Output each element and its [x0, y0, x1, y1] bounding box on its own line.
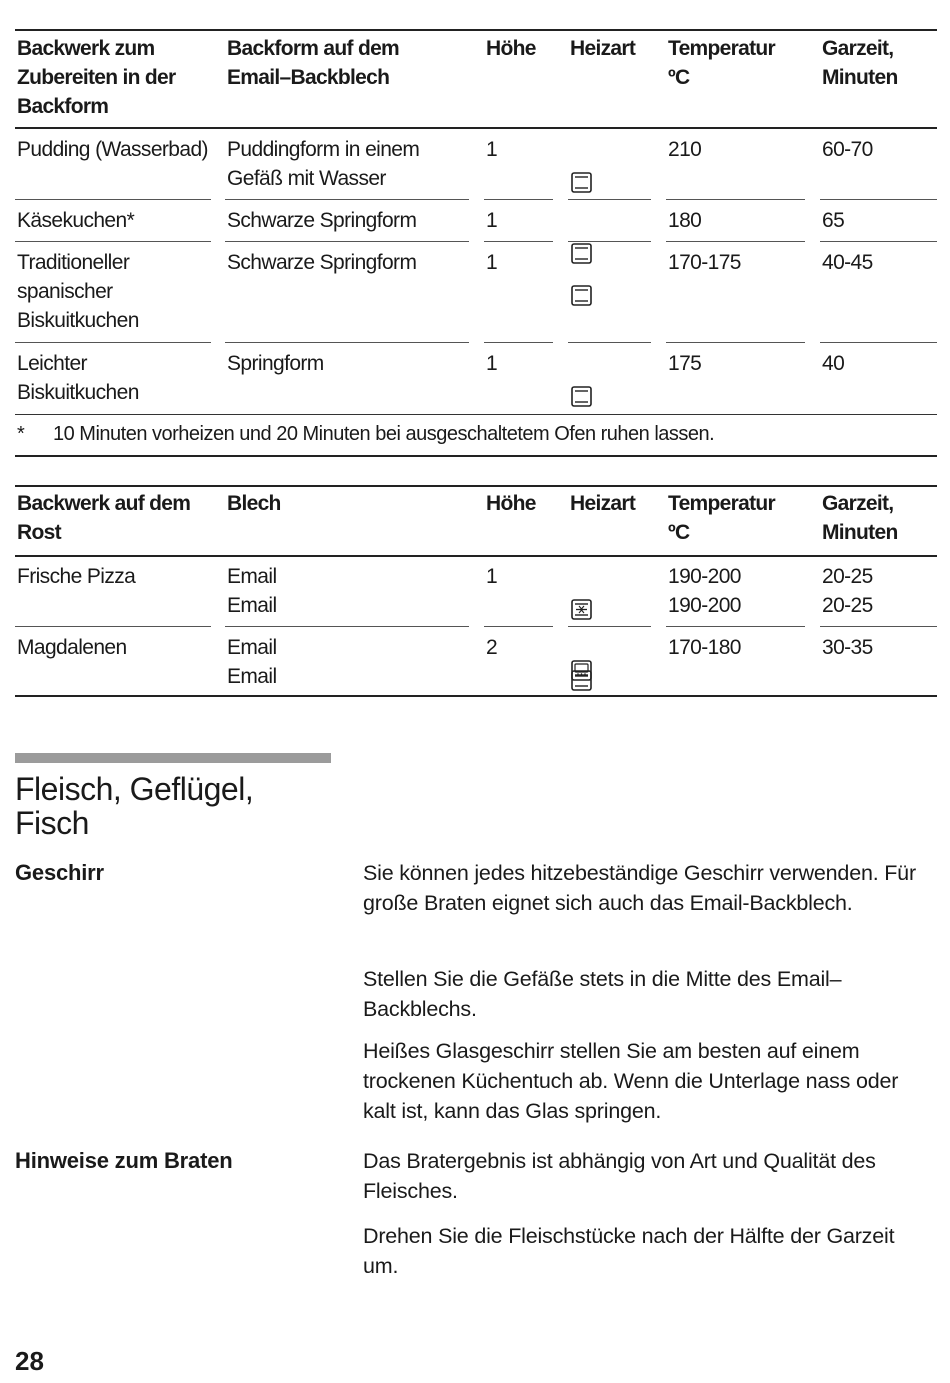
time-cell: 65 [822, 209, 845, 232]
column-header: Temperatur ºC [668, 37, 775, 89]
level-cell: 1 [486, 565, 498, 588]
column-header: Garzeit, Minuten [822, 37, 898, 89]
geschirr-paragraph: Heißes Glasgeschirr stellen Sie am besten auf einem trockenen Küchentuch ab. Wenn die Unterlage nass oder kalt ist, kann das Glas springen. [363, 1039, 899, 1123]
item-cell: Traditioneller spanischer Biskuitkuchen [17, 251, 139, 332]
geschirr-paragraph: Stellen Sie die Gefäße stets in die Mitte des Email–Backblechs. [363, 967, 842, 1021]
column-header: Backwerk auf dem Rost [17, 492, 191, 544]
column-header: Backwerk zum Zubereiten in der Backform [17, 37, 176, 118]
temperature-cell: 180 [668, 209, 702, 232]
form-cell: Schwarze Springform [227, 209, 417, 232]
temperature-cell: 170-180 [668, 636, 741, 659]
column-header: Höhe [486, 492, 536, 515]
item-cell: Leichter Biskuitkuchen [17, 352, 139, 404]
braten-label: Hinweise zum Braten [15, 1148, 233, 1173]
level-cell: 2 [486, 636, 498, 659]
braten-paragraph: Das Bratergebnis ist abhängig von Art und Qualität des Fleisches. [363, 1149, 876, 1203]
time-cell: 40-45 [822, 251, 873, 274]
baking-table-rack [15, 485, 937, 700]
column-header: Blech [227, 492, 281, 515]
time-cell: 20-25 20-25 [822, 565, 873, 617]
level-cell: 1 [486, 251, 498, 274]
footnote-mark: * [17, 423, 25, 445]
page-number: 28 [15, 1346, 44, 1376]
geschirr-paragraph: Sie können jedes hitzebeständige Geschirr verwenden. Für große Braten eignet sich auch das Email-Backblech. [363, 861, 916, 915]
geschirr-label: Geschirr [15, 860, 104, 885]
column-header: Temperatur ºC [668, 492, 775, 544]
section-divider-bar [15, 753, 331, 763]
time-cell: 60-70 [822, 138, 873, 161]
baking-table-form [15, 29, 937, 459]
form-cell: Email Email [227, 565, 277, 617]
time-cell: 40 [822, 352, 845, 375]
level-cell: 1 [486, 209, 498, 232]
footnote-text: 10 Minuten vorheizen und 20 Minuten bei ausgeschaltetem Ofen ruhen lassen. [53, 423, 715, 445]
item-cell: Frische Pizza [17, 565, 136, 588]
column-header: Garzeit, Minuten [822, 492, 898, 544]
item-cell: Käsekuchen* [17, 209, 135, 232]
level-cell: 1 [486, 352, 498, 375]
temperature-cell: 210 [668, 138, 702, 161]
temperature-cell: 175 [668, 352, 702, 375]
heat-cell [571, 352, 661, 410]
temperature-cell: 190-200 190-200 [668, 565, 741, 617]
form-cell: Schwarze Springform [227, 251, 417, 274]
heat-cell [571, 251, 661, 309]
form-cell: Springform [227, 352, 324, 375]
column-header: Heizart [570, 37, 636, 60]
top-bottom-heat-icon [571, 670, 592, 691]
item-cell: Magdalenen [17, 636, 127, 659]
braten-paragraph: Drehen Sie die Fleischstücke nach der Hälfte der Garzeit um. [363, 1224, 895, 1278]
item-cell: Pudding (Wasserbad) [17, 138, 208, 161]
top-bottom-heat-icon [571, 386, 592, 407]
hot-air-icon [571, 599, 592, 620]
form-cell: Email Email [227, 636, 277, 688]
heat-cell [571, 636, 661, 694]
heat-cell [571, 138, 661, 196]
form-cell: Puddingform in einem Gefäß mit Wasser [227, 138, 420, 190]
column-header: Backform auf dem Email–Backblech [227, 37, 400, 89]
section-title: Fleisch, Geflügel, Fisch [15, 771, 254, 841]
column-header: Heizart [570, 492, 636, 515]
column-header: Höhe [486, 37, 536, 60]
time-cell: 30-35 [822, 636, 873, 659]
top-bottom-heat-icon [571, 285, 592, 306]
top-bottom-heat-icon [571, 172, 592, 193]
level-cell: 1 [486, 138, 498, 161]
temperature-cell: 170-175 [668, 251, 741, 274]
